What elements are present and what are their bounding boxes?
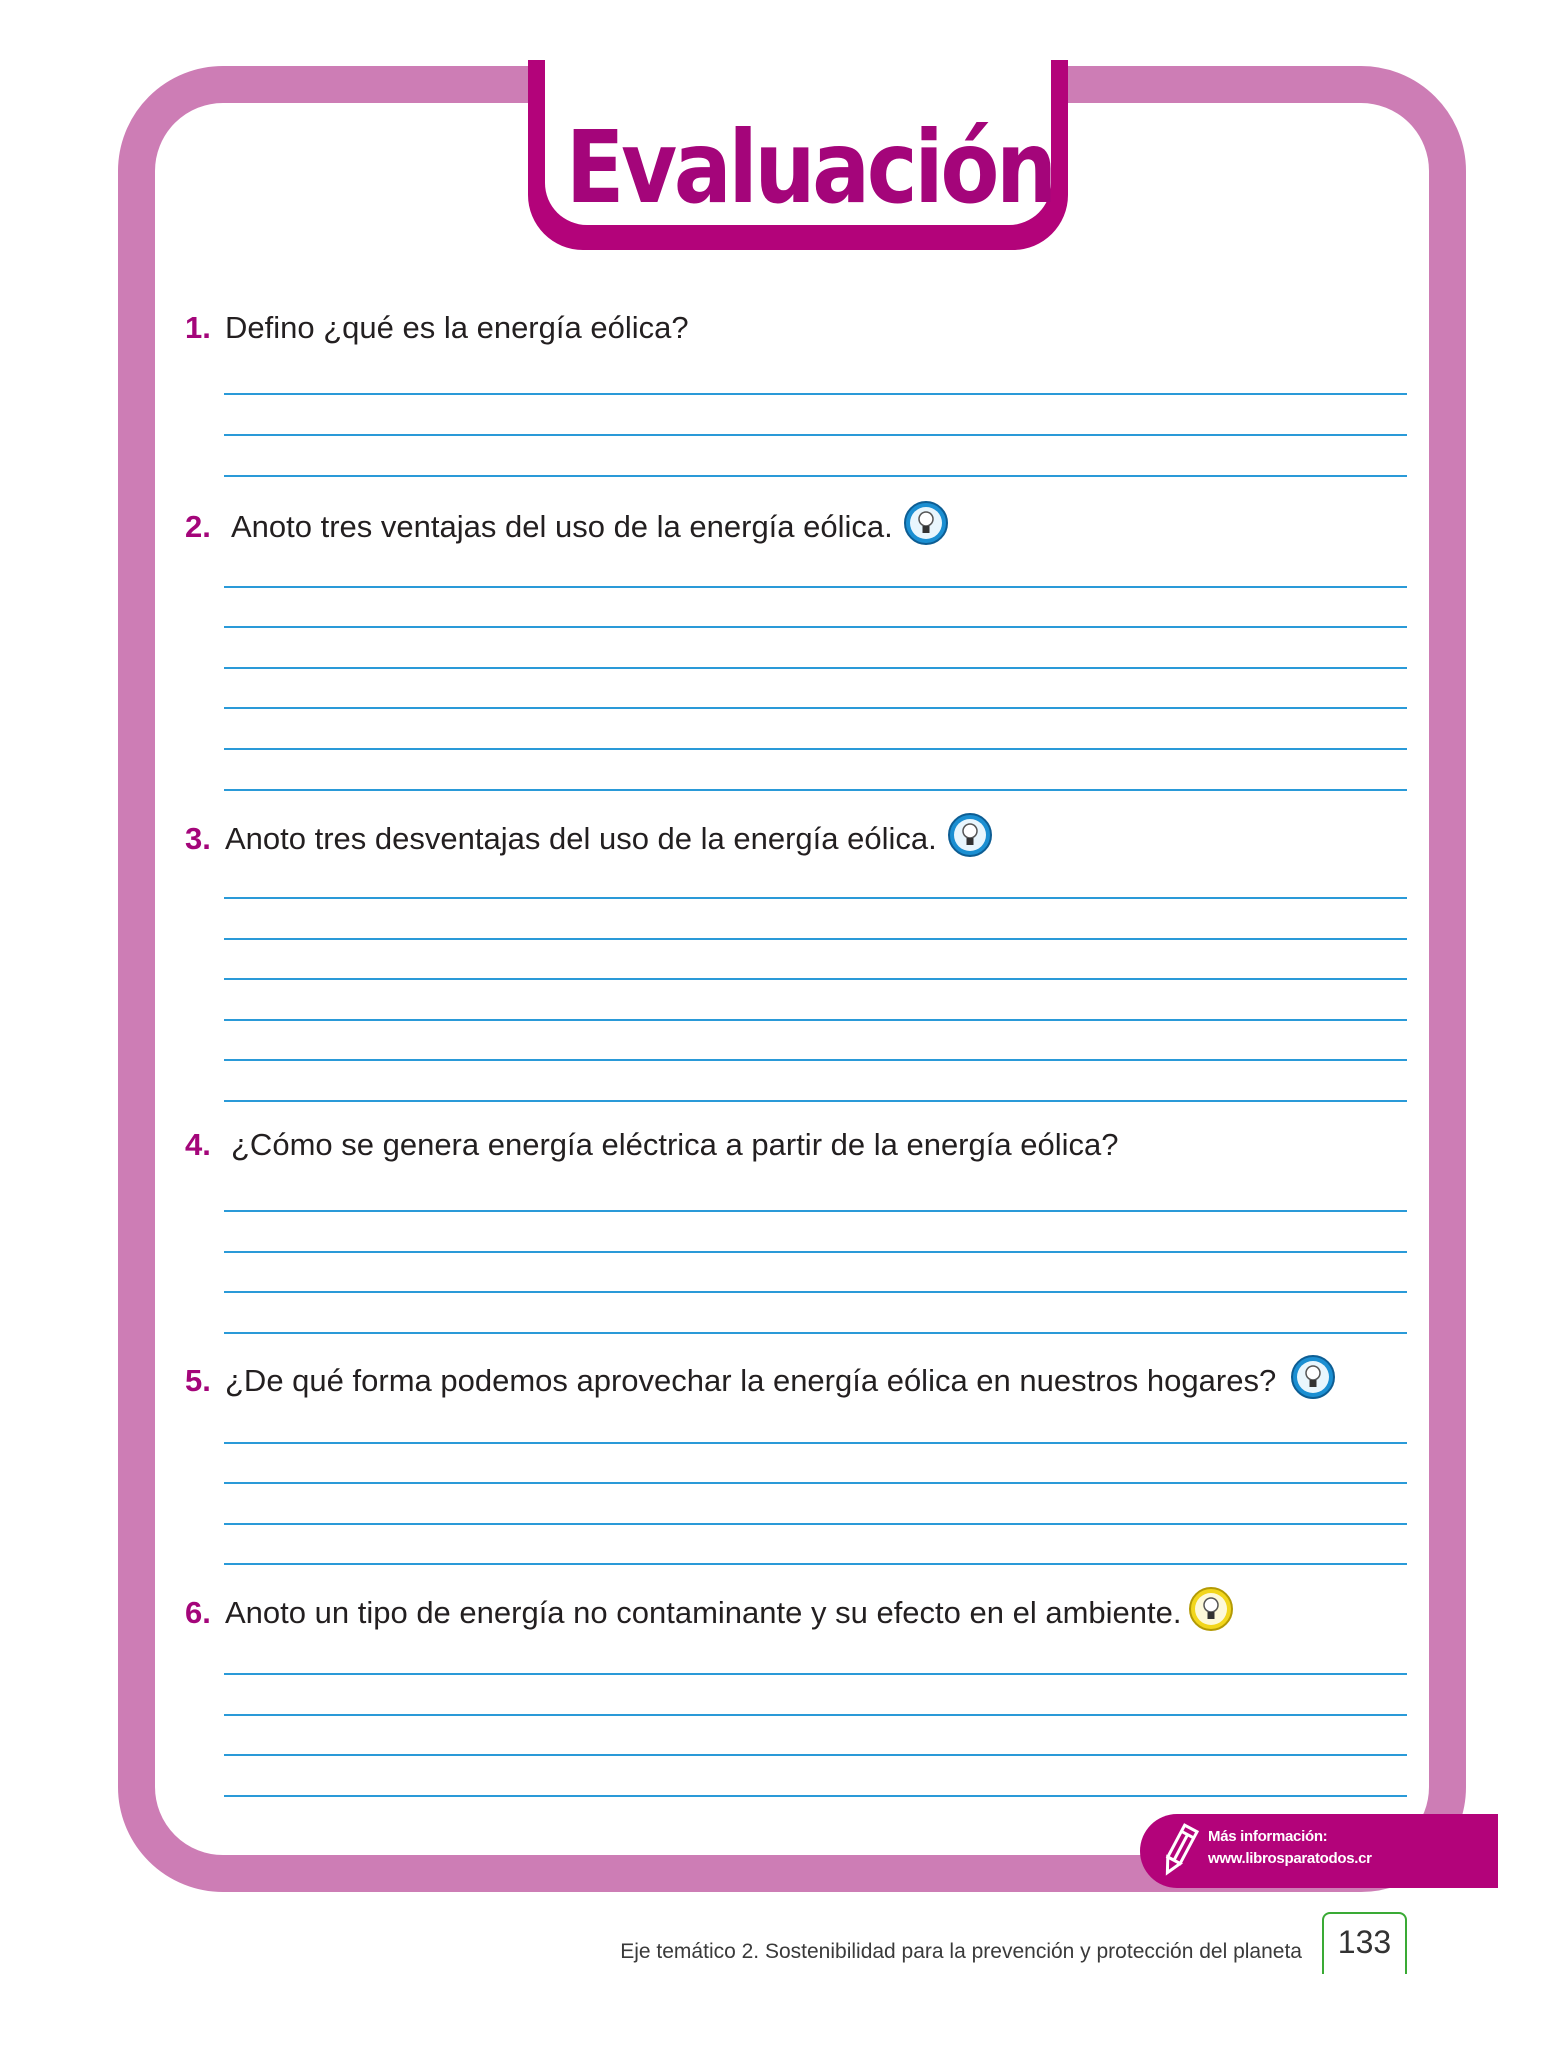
answer-line[interactable] [224, 1523, 1407, 1525]
question-number: 1. [185, 310, 211, 345]
question-text: Defino ¿qué es la energía eólica? [225, 310, 689, 345]
answer-line[interactable] [224, 1019, 1407, 1021]
answer-line[interactable] [224, 938, 1407, 940]
answer-line[interactable] [224, 475, 1407, 477]
lightbulb-blue-icon [903, 500, 949, 554]
answer-line[interactable] [224, 1482, 1407, 1484]
answer-line[interactable] [224, 1291, 1407, 1293]
question-5 [185, 1354, 1336, 1408]
question-text: Anoto tres ventajas del uso de la energía eólica. [231, 509, 893, 544]
answer-line[interactable] [224, 789, 1407, 791]
question-number: 5. [185, 1363, 211, 1398]
answer-line[interactable] [224, 667, 1407, 669]
page-title: Evaluación [565, 109, 1054, 226]
lightbulb-blue-icon [1290, 1354, 1336, 1408]
more-info-link[interactable]: www.librosparatodos.cr [1208, 1850, 1372, 1867]
question-4 [185, 1127, 1118, 1163]
question-number: 2. [185, 509, 211, 544]
footer-caption: Eje temático 2. Sostenibilidad para la prevención y protección del planeta [620, 1940, 1302, 1963]
lightbulb-yellow-icon [1188, 1586, 1234, 1640]
page-number-box [1322, 1912, 1407, 1974]
answer-line[interactable] [224, 434, 1407, 436]
answer-line[interactable] [224, 707, 1407, 709]
answer-line[interactable] [224, 1100, 1407, 1102]
answer-line[interactable] [224, 1714, 1407, 1716]
answer-line[interactable] [224, 586, 1407, 588]
answer-line[interactable] [224, 1795, 1407, 1797]
answer-line[interactable] [224, 1673, 1407, 1675]
answer-line[interactable] [224, 1210, 1407, 1212]
question-1 [185, 310, 689, 346]
answer-line[interactable] [224, 748, 1407, 750]
answer-line[interactable] [224, 1332, 1407, 1334]
answer-line[interactable] [224, 1563, 1407, 1565]
pencil-icon [1158, 1822, 1202, 1885]
question-2 [185, 500, 949, 554]
question-number: 4. [185, 1127, 211, 1162]
question-number: 3. [185, 821, 211, 856]
page-number: 133 [1337, 1924, 1392, 1960]
question-6 [185, 1586, 1234, 1640]
answer-line[interactable] [224, 1442, 1407, 1444]
question-text: Anoto un tipo de energía no contaminante y su efecto en el ambiente. [225, 1595, 1182, 1630]
more-info-label: Más información: [1208, 1828, 1328, 1845]
answer-line[interactable] [224, 978, 1407, 980]
answer-line[interactable] [224, 897, 1407, 899]
question-number: 6. [185, 1595, 211, 1630]
question-text: ¿De qué forma podemos aprovechar la energía eólica en nuestros hogares? [225, 1363, 1277, 1398]
answer-line[interactable] [224, 393, 1407, 395]
question-text: Anoto tres desventajas del uso de la energía eólica. [225, 821, 937, 856]
answer-line[interactable] [224, 1059, 1407, 1061]
more-info-badge[interactable] [1140, 1814, 1498, 1888]
answer-line[interactable] [224, 1754, 1407, 1756]
answer-line[interactable] [224, 1251, 1407, 1253]
title-tab [528, 60, 1068, 255]
answer-line[interactable] [224, 626, 1407, 628]
lightbulb-blue-icon [947, 812, 993, 866]
question-text: ¿Cómo se genera energía eléctrica a partir de la energía eólica? [231, 1127, 1119, 1162]
question-3 [185, 812, 993, 866]
